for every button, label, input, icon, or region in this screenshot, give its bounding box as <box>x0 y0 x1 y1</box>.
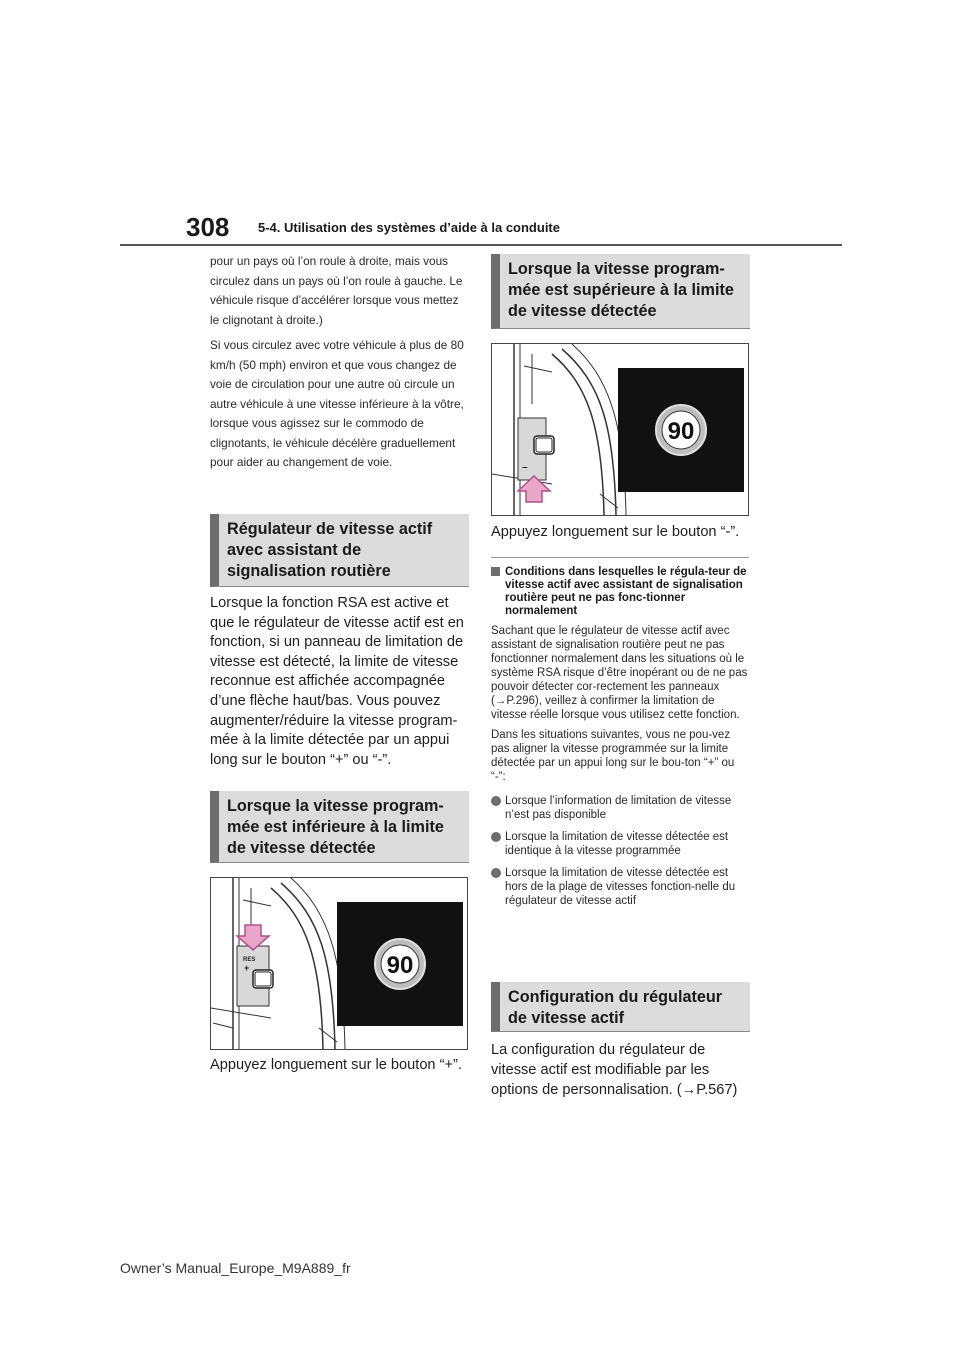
page-number: 308 <box>186 212 230 242</box>
square-bullet-icon <box>491 567 500 576</box>
rsa-body-block <box>210 594 468 770</box>
round-bullet-icon <box>491 832 501 842</box>
caption-minus-block <box>491 523 749 543</box>
speed-sign-value-2: 90 <box>667 418 695 445</box>
chapter-title: 5-4. Utilisation des systèmes d’aide à la conduite <box>258 220 560 235</box>
intro-text-block <box>210 252 468 473</box>
divider-rule <box>491 557 749 558</box>
section-heading-rsa-text: Régulateur de vitesse actif avec assistant de signalisation routière <box>227 520 433 580</box>
conditions-heading <box>491 566 749 618</box>
header-rule <box>120 244 842 246</box>
section-heading-lower-speed <box>210 791 469 863</box>
conditions-paragraph-1: Sachant que le régulateur de vitesse actif avec assistant de signalisation routière peut ne pas fonctionner normalement dans les situations où le système RSA risque d’être inopérant ou de ne pas pouvoir détecter cor-rectement les panneaux (→P.296), veillez à confirmer la limitation de vitesse réelle lorsque vous utilisez cette fonction. <box>491 625 748 721</box>
section-heading-higher-speed <box>491 254 750 329</box>
section-heading-rsa <box>210 514 469 587</box>
conditions-block <box>491 566 749 908</box>
configuration-body: La configuration du régulateur de vitesse actif est modifiable par les options de personnalisation. (→P.567) <box>491 1042 738 1098</box>
speed-sign-value-1: 90 <box>386 952 414 979</box>
condition-bullet-1 <box>491 794 749 822</box>
round-bullet-icon <box>491 868 501 878</box>
condition-bullet-3 <box>491 866 749 908</box>
configuration-body-block <box>491 1040 749 1100</box>
section-heading-configuration-text: Configuration du régulateur de vitesse actif <box>508 988 723 1027</box>
intro-paragraph-2: Si vous circulez avec votre véhicule à plus de 80 km/h (50 mph) environ et que vous changez de voie de circulation pour une autre où circule un autre véhicule à une vitesse inférieure à la vôtre, lorsque vous agissez sur le commodo de clignotants, le véhicule décélère graduellement pour aider au changement de voie. <box>210 338 464 469</box>
section-heading-higher-speed-text: Lorsque la vitesse program-mée est supérieure à la limite de vitesse détectée <box>508 260 734 320</box>
conditions-heading-text: Conditions dans lesquelles le régula-teur de vitesse actif avec assistant de signalisation routière peut ne pas fonc-tionner normalement <box>505 566 747 617</box>
intro-paragraph-1: pour un pays où l’on roule à droite, mais vous circulez dans un pays où l’on roule à gauche. Le véhicule risque d’accélérer lorsque vous mettez le clignotant à droite.) <box>210 254 463 327</box>
condition-bullet-2 <box>491 830 749 858</box>
caption-plus: Appuyez longuement sur le bouton “+”. <box>210 1057 462 1073</box>
condition-bullet-3-text: Lorsque la limitation de vitesse détectée est hors de la plage de vitesses fonction-nelle du régulateur de vitesse actif <box>505 867 736 907</box>
illustration-minus-button <box>491 343 749 516</box>
rsa-body-paragraph: Lorsque la fonction RSA est active et que le régulateur de vitesse actif est en fonction, si un panneau de limitation de vitesse est détecté, la limite de vitesse reconnue est affichée accompagnée d’une flèche haut/bas. Vous pouvez augmenter/réduire la vitesse program-mée à la limite détectée par un appui long sur le bouton “+” ou “-”. <box>210 595 464 768</box>
round-bullet-icon <box>491 796 501 806</box>
button-label-res: RES <box>243 957 256 963</box>
section-heading-configuration <box>491 982 750 1032</box>
caption-minus: Appuyez longuement sur le bouton “-”. <box>491 524 740 540</box>
illustration-plus-button <box>210 877 468 1050</box>
section-heading-lower-speed-text: Lorsque la vitesse program-mée est inférieure à la limite de vitesse détectée <box>227 797 444 857</box>
condition-bullet-1-text: Lorsque l’information de limitation de vitesse n’est pas disponible <box>505 795 732 821</box>
conditions-paragraph-2: Dans les situations suivantes, vous ne pou-vez pas aligner la vitesse programmée sur la limite détectée par un appui long sur le bou-ton “+” ou “-”: <box>491 729 735 783</box>
button-symbol-minus: – <box>522 462 528 473</box>
steering-switch-minus-svg <box>492 344 748 515</box>
footer-manual-id: Owner’s Manual_Europe_M9A889_fr <box>120 1260 351 1276</box>
button-symbol-plus: + <box>244 963 250 973</box>
condition-bullet-2-text: Lorsque la limitation de vitesse détectée est identique à la vitesse programmée <box>505 831 729 857</box>
steering-switch-plus-svg <box>211 878 467 1049</box>
caption-plus-block <box>210 1056 468 1076</box>
